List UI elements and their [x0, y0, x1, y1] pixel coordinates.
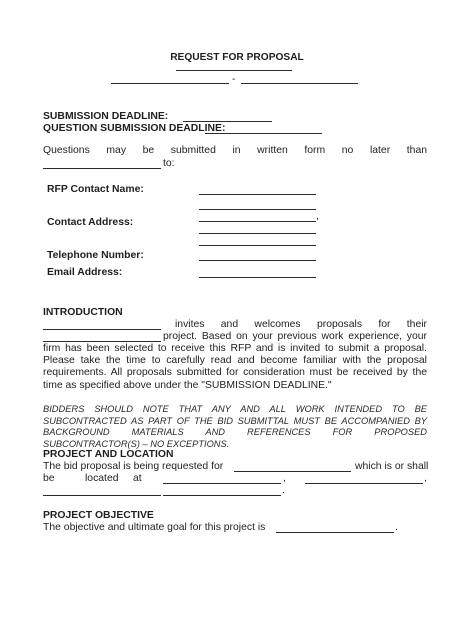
contact-address-label: Contact Address:	[47, 217, 134, 228]
intro-company-blank[interactable]	[43, 329, 161, 330]
introduction-heading: INTRODUCTION	[43, 307, 123, 318]
project-name-blank[interactable]	[234, 471, 351, 472]
document-title: REQUEST FOR PROPOSAL	[170, 52, 304, 63]
project-objective-text: The objective and ultimate goal for this project is	[43, 522, 266, 533]
submission-deadline-label: SUBMISSION DEADLINE:	[43, 111, 169, 122]
rfp-contact-blank[interactable]	[199, 194, 316, 195]
located-be: be	[43, 473, 55, 484]
contact-address-blank-3[interactable]	[199, 233, 316, 234]
email-label: Email Address:	[47, 267, 123, 278]
project-location-end: which is or shall	[355, 461, 429, 472]
question-deadline-blank[interactable]	[205, 133, 322, 134]
rfp-contact-label: RFP Contact Name:	[47, 184, 144, 195]
intro-line2-text: project. Based on your previous work experience, your	[163, 331, 427, 342]
project-location-heading: PROJECT AND LOCATION	[43, 449, 174, 460]
located-at: at	[133, 473, 142, 484]
location-blank-2[interactable]	[305, 483, 423, 484]
date-start-blank[interactable]	[111, 83, 229, 84]
questions-date-blank[interactable]	[43, 168, 161, 169]
location-blank-4[interactable]	[163, 495, 281, 496]
location-comma-1: ,	[283, 473, 286, 484]
email-blank[interactable]	[199, 277, 316, 278]
submission-deadline-blank[interactable]	[183, 121, 272, 122]
project-location-text: The bid proposal is being requested for	[43, 461, 224, 472]
question-deadline-label: QUESTION SUBMISSION DEADLINE:	[43, 123, 226, 134]
bidders-notice: BIDDERS SHOULD NOTE THAT ANY AND ALL WORK INTENDED TO BE SUBCONTRACTED AS PART OF THE BID SUBMITTAL MUST BE ACCOMPANIED BY BACKGROUND MATERIALS AND REFERENCES FOR PROPOSED SUBCONTRACTOR(S) – NO EXCEPTIONS.	[43, 404, 427, 449]
contact-address-comma: ,	[316, 211, 319, 222]
title-blank-line[interactable]	[176, 70, 292, 71]
location-blank-3[interactable]	[43, 495, 161, 496]
project-objective-heading: PROJECT OBJECTIVE	[43, 510, 154, 521]
location-blank-1[interactable]	[163, 483, 281, 484]
telephone-label: Telephone Number:	[47, 250, 144, 261]
intro-line1-text: invites and welcomes proposals for their	[175, 319, 427, 330]
location-period: .	[282, 485, 285, 496]
project-objective-period: .	[395, 522, 398, 533]
intro-paragraph: firm has been selected to receive this RFP and is invited to submit a proposal. Please take the time to carefully read and become familiar with the proposal requirements. All proposals submitted for consideration must be received by the time as specified above under the "SUBMISSION DEADLINE."	[43, 343, 427, 391]
questions-text: Questions may be submitted in written form no later than	[43, 145, 427, 156]
intro-project-blank[interactable]	[43, 341, 161, 342]
located-word: located	[85, 473, 119, 484]
project-objective-blank[interactable]	[276, 532, 394, 533]
date-dash: -	[232, 74, 236, 85]
contact-address-blank-1[interactable]	[199, 209, 316, 210]
contact-address-blank-4[interactable]	[199, 245, 316, 246]
contact-address-blank-2[interactable]	[199, 221, 316, 222]
telephone-blank[interactable]	[199, 260, 316, 261]
location-comma-2: ,	[424, 473, 427, 484]
questions-to: to:	[163, 158, 175, 169]
date-end-blank[interactable]	[241, 83, 358, 84]
